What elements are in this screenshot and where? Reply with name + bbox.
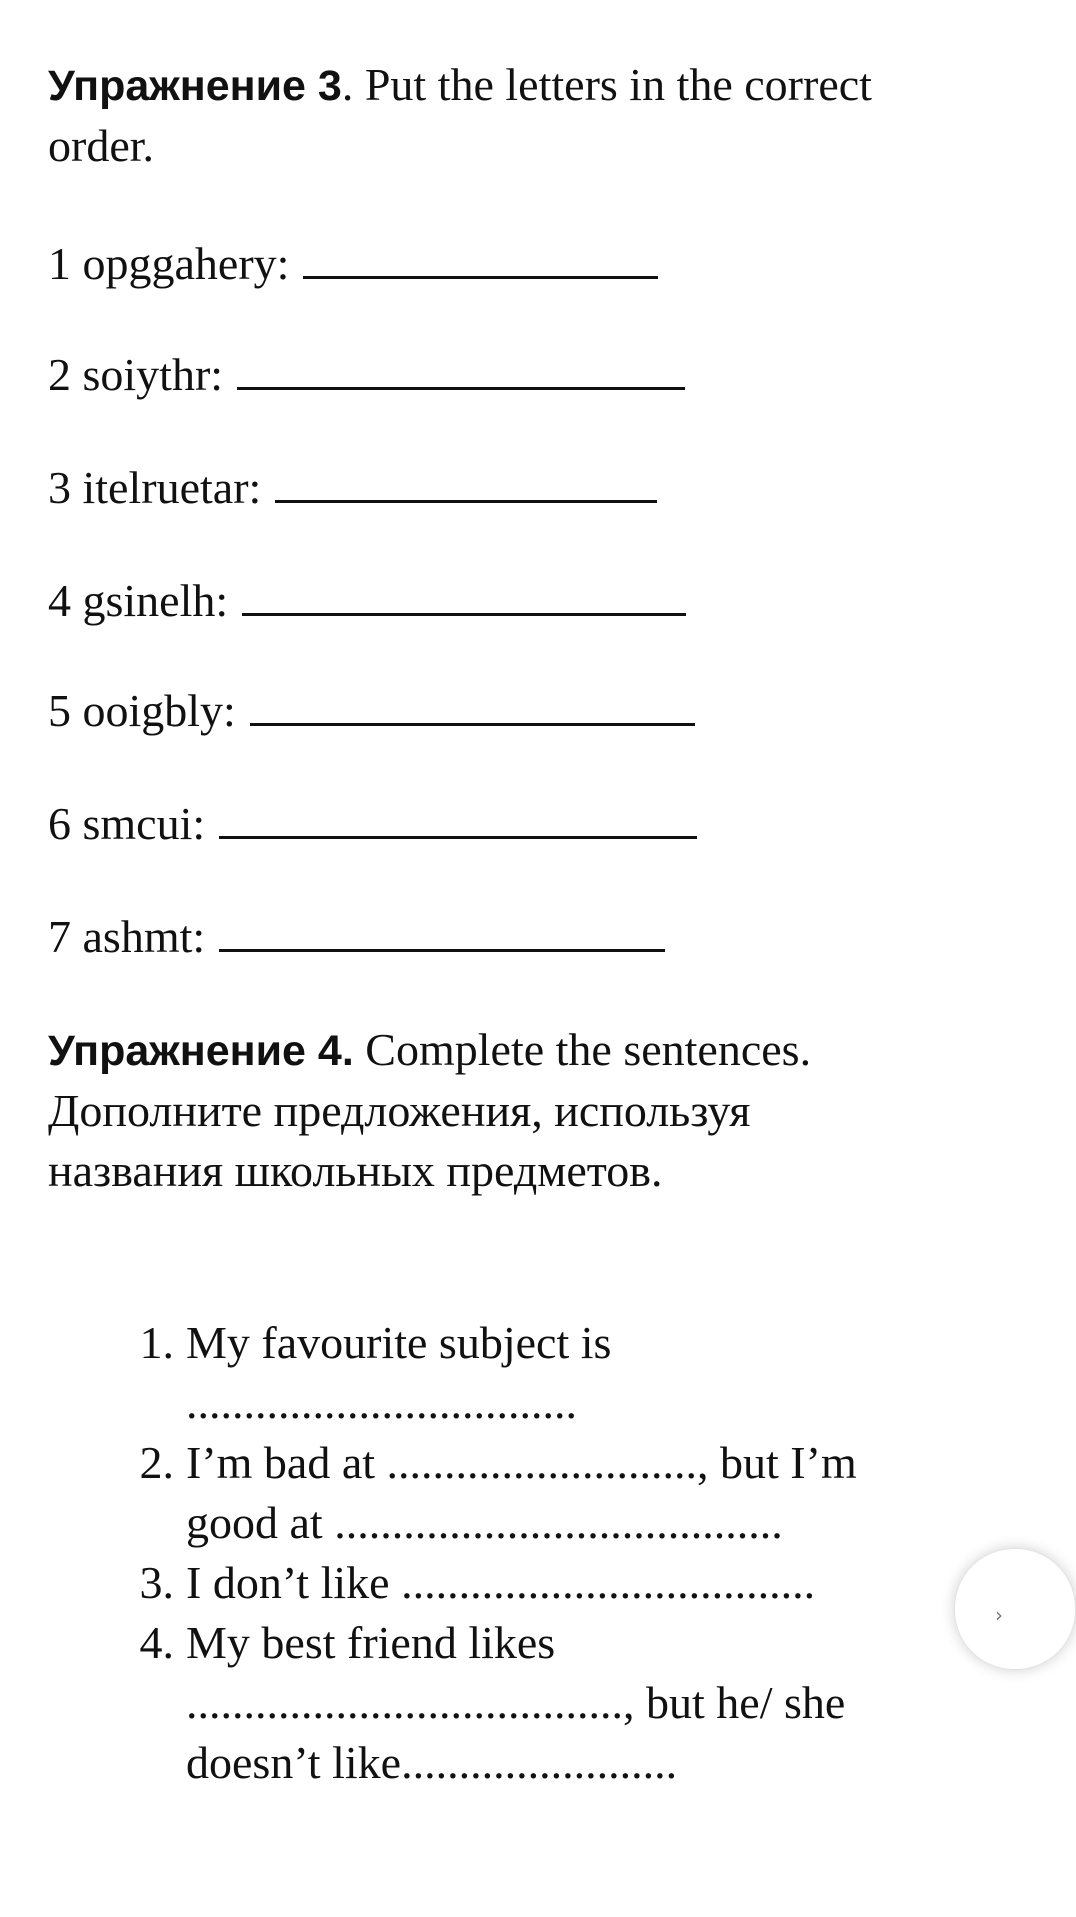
exercise-3-label: Упражнение 3 <box>48 62 342 110</box>
word-item-1 <box>48 232 658 292</box>
exercise-3-instruction: . Put the letters in the correct order. <box>48 59 872 171</box>
sentence-item-1 <box>110 1313 930 1433</box>
exercise-3-heading <box>48 55 928 176</box>
word-item-text: 6 smcui: <box>48 798 206 849</box>
sentence-text: I don’t like .................................... <box>186 1557 816 1608</box>
word-item-text: 3 itelruetar: <box>48 462 262 513</box>
word-item-text: 5 ooigbly: <box>48 685 236 736</box>
word-item-6 <box>48 792 697 852</box>
answer-blank[interactable] <box>275 456 657 503</box>
answer-blank[interactable] <box>219 792 697 839</box>
word-item-7 <box>48 905 665 965</box>
exercise-4-heading <box>48 1020 928 1201</box>
sentence-item-2 <box>110 1433 930 1553</box>
word-item-4 <box>48 569 686 629</box>
answer-blank[interactable] <box>303 232 658 279</box>
sentence-number: 2. <box>139 1437 174 1488</box>
sentence-number: 3. <box>139 1557 174 1608</box>
word-item-3 <box>48 456 657 516</box>
sentence-text: I’m bad at ..........................., but I’m good at ....................................... <box>186 1437 857 1548</box>
sentence-list <box>110 1313 930 1793</box>
word-item-text: 7 ashmt: <box>48 911 206 962</box>
answer-blank[interactable] <box>219 905 665 952</box>
word-item-text: 1 opggahery: <box>48 238 290 289</box>
sentence-text: My best friend likes ......................................, but he/ she doesn’t like........................ <box>186 1617 846 1788</box>
sentence-item-4 <box>110 1613 930 1793</box>
sentence-number: 1. <box>139 1317 174 1368</box>
word-item-5 <box>48 679 695 739</box>
arrow-icon: › <box>995 1603 1003 1627</box>
sentence-item-3 <box>110 1553 930 1613</box>
word-item-text: 4 gsinelh: <box>48 575 229 626</box>
answer-blank[interactable] <box>250 679 695 726</box>
answer-blank[interactable] <box>237 343 685 390</box>
sentence-number: 4. <box>139 1617 174 1668</box>
exercise-4-label: Упражнение 4. <box>48 1027 354 1075</box>
word-item-text: 2 soiythr: <box>48 349 224 400</box>
sentence-text: My favourite subject is .................................. <box>186 1317 612 1428</box>
answer-blank[interactable] <box>242 569 686 616</box>
word-item-2 <box>48 343 685 403</box>
scroll-next-button[interactable] <box>954 1548 1076 1670</box>
exercise-4-instruction: Complete the sentences. Дополните предложения, используя названия школьных предметов. <box>48 1024 812 1196</box>
